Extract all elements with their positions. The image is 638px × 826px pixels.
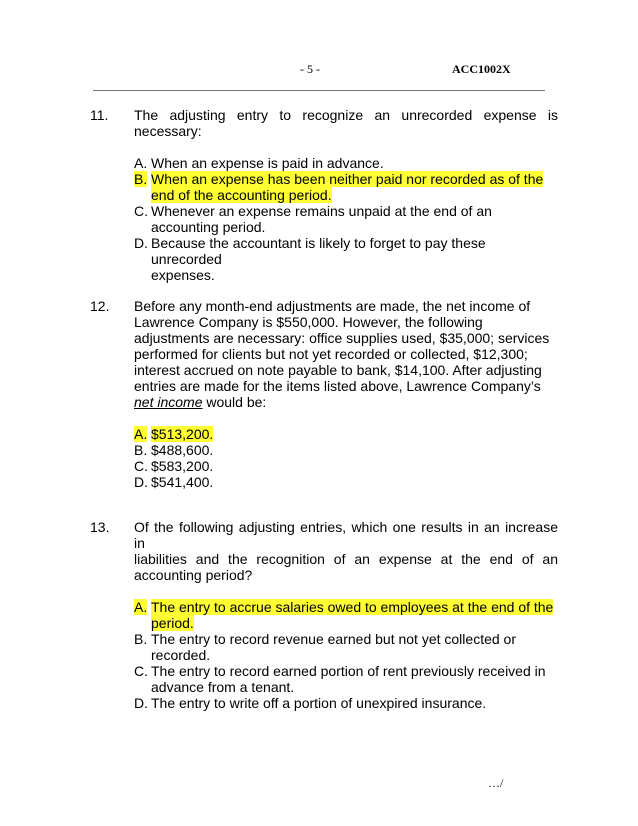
option-c [134, 203, 558, 235]
question-stem [134, 298, 558, 410]
option-text-highlighted: When an expense has been neither paid nor recorded as of the [151, 171, 544, 187]
option-text: recorded. [151, 647, 211, 663]
option-c [134, 663, 558, 695]
option-letter: B. [134, 442, 148, 458]
option-letter: D. [134, 235, 148, 251]
option-text: $541,400. [151, 474, 214, 490]
option-c [134, 458, 558, 474]
option-d [134, 235, 558, 283]
option-letter: A. [134, 426, 148, 442]
stem-line: liabilities and the recognition of an expense at the end of an [134, 551, 558, 567]
stem-line: necessary: [134, 123, 202, 139]
option-text: When an expense is paid in advance. [151, 155, 384, 171]
header-rule [93, 90, 545, 91]
option-text: The entry to record revenue earned but not yet collected or [151, 631, 516, 647]
option-a-correct [134, 426, 558, 442]
stem-line: performed for clients but not yet recorded or collected, $12,300; [134, 346, 528, 362]
option-a-correct [134, 599, 558, 631]
option-d [134, 695, 558, 711]
stem-line: entries are made for the items listed above, Lawrence Company’s [134, 378, 541, 394]
emphasis-net-income: net income [134, 394, 203, 410]
question-stem [134, 107, 558, 139]
question-stem [134, 519, 558, 583]
option-text: $488,600. [151, 442, 214, 458]
option-text: The entry to write off a portion of unexpired insurance. [151, 695, 487, 711]
question-12 [90, 298, 558, 490]
option-text-highlighted: $513,200. [151, 426, 214, 442]
option-b [134, 631, 558, 663]
option-d [134, 474, 558, 490]
stem-line: Of the following adjusting entries, which one results in an increase in [134, 519, 558, 551]
stem-tail: would be: [202, 394, 267, 410]
option-letter: A. [134, 155, 148, 171]
stem-line: The adjusting entry to recognize an unrecorded expense is [134, 107, 558, 123]
option-a [134, 155, 558, 171]
question-13 [90, 519, 558, 711]
option-letter: C. [134, 663, 148, 679]
option-letter: B. [134, 631, 148, 647]
option-text: $583,200. [151, 458, 214, 474]
option-letter: B. [134, 171, 148, 187]
option-letter: D. [134, 695, 148, 711]
course-code: ACC1002X [452, 62, 511, 76]
options-list [134, 599, 558, 711]
stem-line: Lawrence Company is $550,000. However, the following [134, 314, 483, 330]
option-letter: A. [134, 599, 148, 615]
option-letter: C. [134, 203, 148, 219]
option-text: advance from a tenant. [151, 679, 295, 695]
page-header [0, 62, 638, 82]
option-text-highlighted: period. [151, 615, 194, 631]
options-list [134, 426, 558, 490]
stem-line: adjustments are necessary: office supplies used, $35,000; services [134, 330, 550, 346]
question-number: 12. [90, 298, 110, 314]
option-b-correct [134, 171, 558, 203]
option-letter: D. [134, 474, 148, 490]
options-list [134, 155, 558, 283]
question-number: 13. [90, 519, 110, 535]
option-letter: C. [134, 458, 148, 474]
option-text: Whenever an expense remains unpaid at the end of an [151, 203, 492, 219]
option-text-highlighted: end of the accounting period. [151, 187, 332, 203]
question-11 [90, 107, 558, 283]
option-text-highlighted: The entry to accrue salaries owed to employees at the end of the [151, 599, 554, 615]
option-text: The entry to record earned portion of rent previously received in [151, 663, 546, 679]
page-number: - 5 - [300, 62, 320, 76]
stem-line: accounting period? [134, 567, 253, 583]
stem-line [134, 394, 558, 410]
stem-line: interest accrued on note payable to bank, $14,100. After adjusting [134, 362, 542, 378]
question-number: 11. [90, 107, 109, 123]
option-text: Because the accountant is likely to forget to pay these unrecorded [151, 235, 486, 267]
option-text: expenses. [151, 267, 215, 283]
stem-line: Before any month-end adjustments are made, the net income of [134, 298, 531, 314]
continuation-marker: …/ [488, 776, 504, 790]
option-text: accounting period. [151, 219, 266, 235]
option-b [134, 442, 558, 458]
